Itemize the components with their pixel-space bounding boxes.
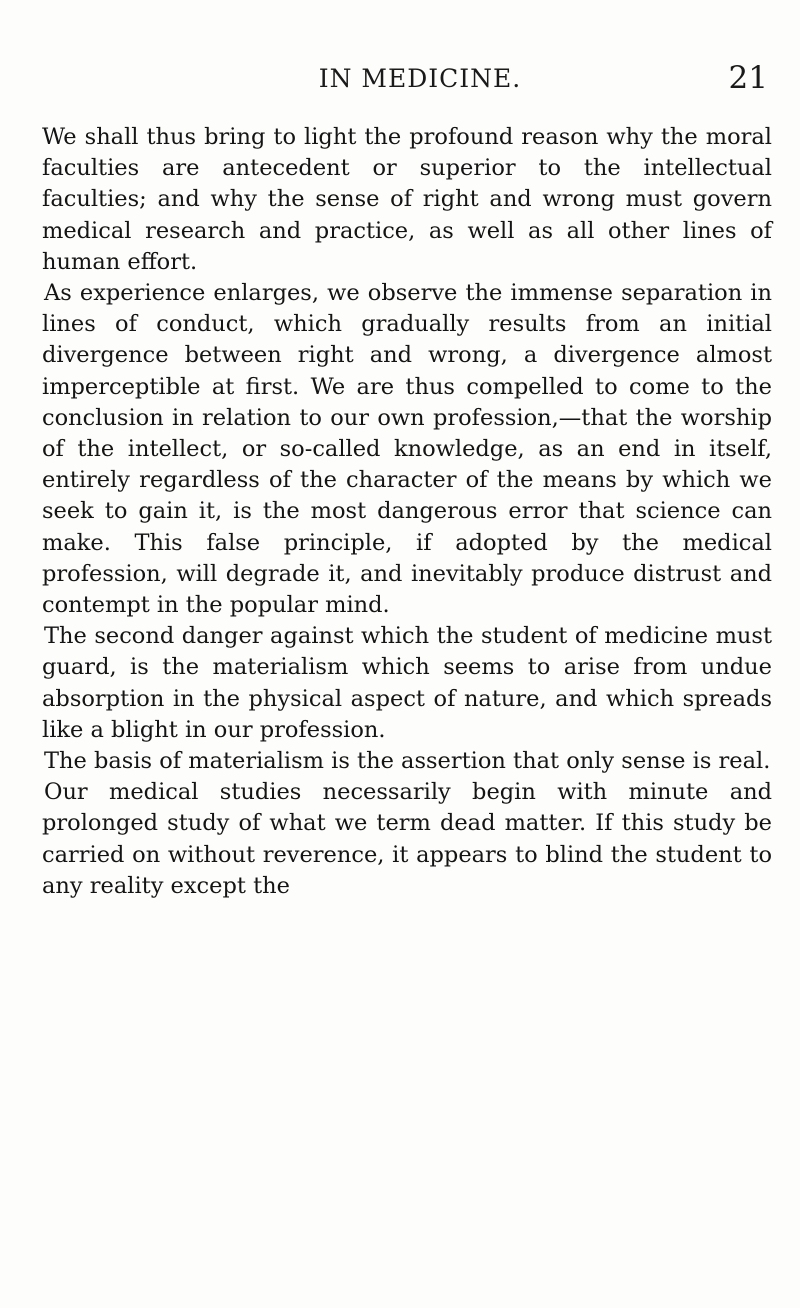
- paragraph-4: The basis of materialism is the assertion that only sense is real.: [44, 748, 771, 775]
- running-head: [40, 58, 770, 98]
- body-text: [42, 122, 772, 902]
- paragraph-2: As experience enlarges, we observe the immense separation in lines of conduct, which gradually results from an initial divergence between right and wrong, a divergence almost imperceptible at first. We are thus compelled to come to the conclusion in relation to our own profession,—that the worship of the intellect, or so-called knowledge, as an end in itself, entirely regardless of the character of the means by which we seek to gain it, is the most dangerous error that science can make. This false principle, if adopted by the medical profession, will degrade it, and inevitably produce distrust and contempt in the popular mind.: [42, 280, 772, 619]
- page-number: 21: [728, 60, 768, 96]
- paragraph-3: The second danger against which the student of medicine must guard, is the materialism which seems to arise from undue absorption in the physical aspect of nature, and which spreads like a blight in our profession.: [42, 623, 772, 743]
- paragraph-1: We shall thus bring to light the profound reason why the moral faculties are antecedent or superior to the intellectual faculties; and why the sense of right and wrong must govern medical research and practice, as well as all other lines of human effort.: [42, 124, 772, 275]
- paragraph-5: Our medical studies necessarily begin with minute and prolonged study of what we term dead matter. If this study be carried on without reverence, it appears to blind the student to any reality except the: [42, 779, 772, 899]
- running-title: IN MEDICINE.: [318, 64, 522, 93]
